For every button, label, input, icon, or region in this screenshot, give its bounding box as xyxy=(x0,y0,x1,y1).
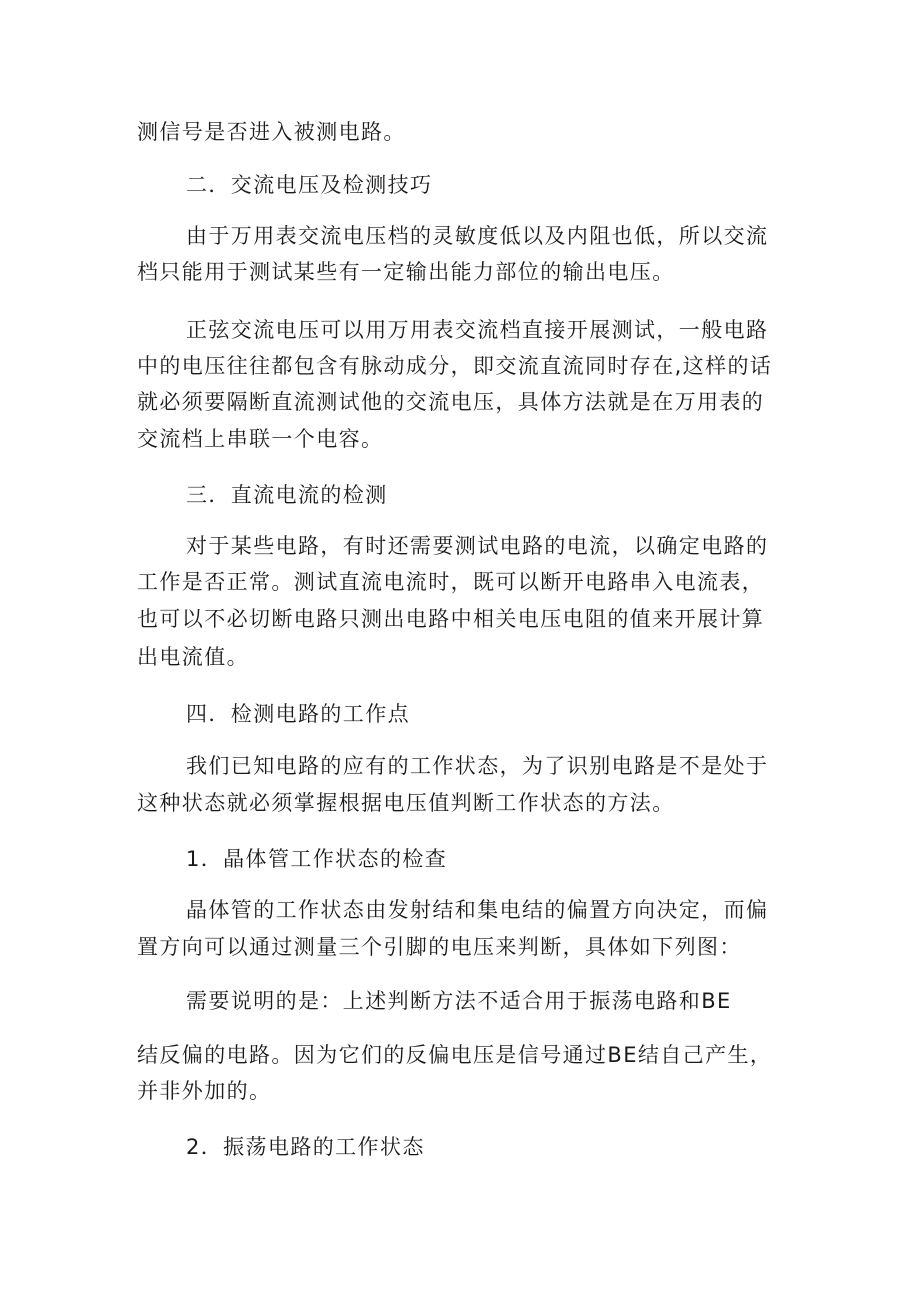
subsection-heading-2: 2．振荡电路的工作状态 xyxy=(186,1135,425,1159)
paragraph-line: 并非外加的。 xyxy=(137,1079,272,1103)
paragraph-line: 这种状态就必须掌握根据电压值判断工作状态的方法。 xyxy=(137,791,675,815)
paragraph-line: 晶体管的工作状态由发射结和集电结的偏置方向决定，而偏 xyxy=(186,898,769,922)
section-heading-4: 四．检测电路的工作点 xyxy=(186,702,410,726)
section-heading-3: 三．直流电流的检测 xyxy=(186,483,388,507)
paragraph-line: 档只能用于测试某些有一定输出能力部位的输出电压。 xyxy=(137,260,675,284)
paragraph-line: 我们已知电路的应有的工作状态，为了识别电路是不是处于 xyxy=(186,754,769,778)
paragraph-line: 测信号是否进入被测电路。 xyxy=(137,120,406,144)
paragraph-line: 就必须要隔断直流测试他的交流电压，具体方法就是在万用表的 xyxy=(137,390,765,414)
paragraph-line: 置方向可以通过测量三个引脚的电压来判断，具体如下列图： xyxy=(137,935,742,959)
paragraph-line: 交流档上串联一个电容。 xyxy=(137,427,384,451)
paragraph-line: 正弦交流电压可以用万用表交流档直接开展测试，一般电路 xyxy=(186,318,769,342)
paragraph-line: 出电流值。 xyxy=(137,645,249,669)
paragraph-line: 结反偏的电路。因为它们的反偏电压是信号通过BE结自己产生， xyxy=(137,1043,773,1067)
subsection-heading-1: 1．晶体管工作状态的检查 xyxy=(186,847,448,871)
paragraph-line: 需要说明的是：上述判断方法不适合用于振荡电路和BE xyxy=(186,989,732,1013)
paragraph-line: 中的电压往往都包含有脉动成分，即交流直流同时存在,这样的话 xyxy=(137,354,773,378)
paragraph-line: 也可以不必切断电路只测出电路中相关电压电阻的值来开展计算 xyxy=(137,607,765,631)
section-heading-2: 二．交流电压及检测技巧 xyxy=(186,173,433,197)
paragraph-line: 工作是否正常。测试直流电流时，既可以断开电路串入电流表， xyxy=(137,570,765,594)
paragraph-line: 由于万用表交流电压档的灵敏度低以及内阻也低，所以交流 xyxy=(186,224,769,248)
paragraph-line: 对于某些电路，有时还需要测试电路的电流，以确定电路的 xyxy=(186,534,769,558)
